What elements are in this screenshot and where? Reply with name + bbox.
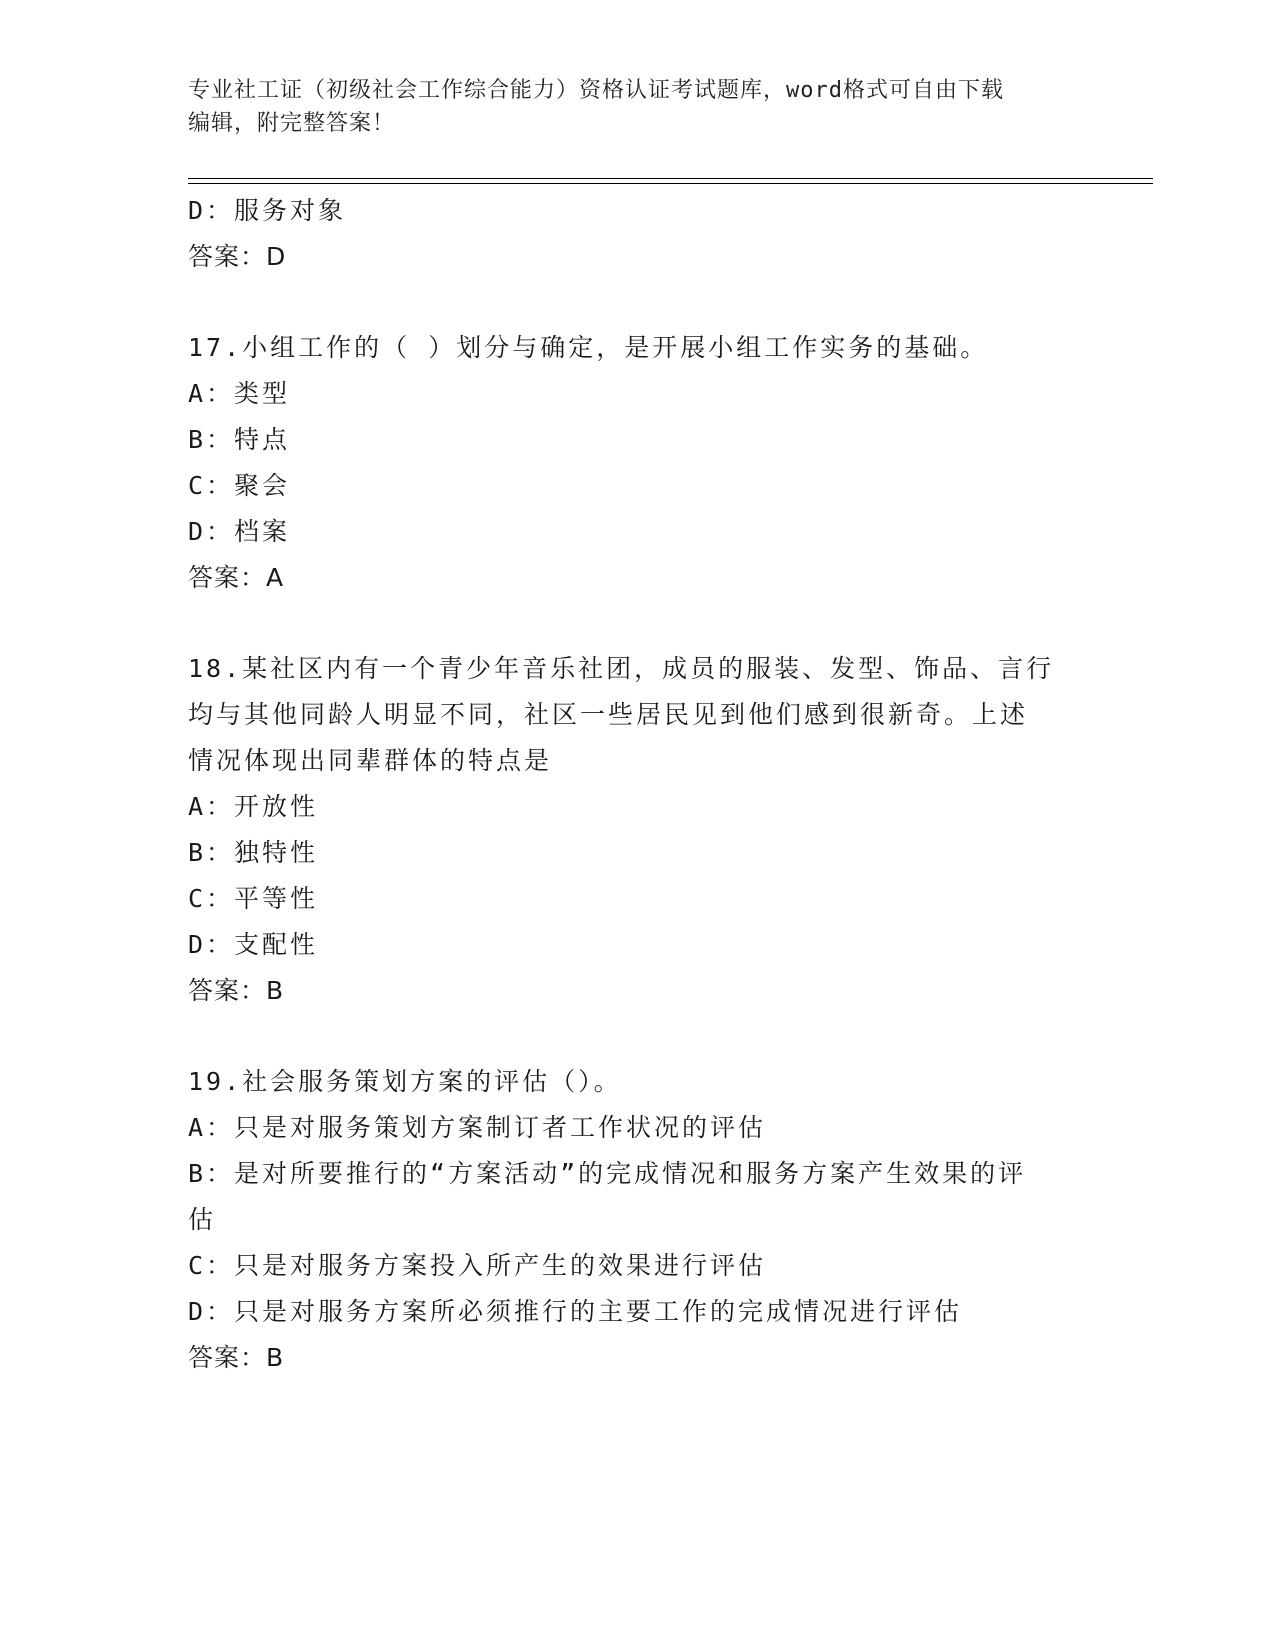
- option-b: B：独特性: [188, 838, 319, 867]
- option-d: D：只是对服务方案所必须推行的主要工作的完成情况进行评估: [188, 1297, 963, 1326]
- spacer: [188, 280, 1088, 325]
- option-b: B：是对所要推行的“方案活动”的完成情况和服务方案产生效果的评: [188, 1159, 1027, 1188]
- option-d: D：支配性: [188, 930, 319, 959]
- option-a: A：开放性: [188, 792, 319, 821]
- option-c: C：平等性: [188, 884, 319, 913]
- question-stem: 19.社会服务策划方案的评估（）。: [188, 1067, 622, 1096]
- header-divider: [188, 178, 1153, 184]
- option-b-continued: 估: [188, 1205, 217, 1234]
- question-18: [188, 646, 1088, 1014]
- document-body: [188, 188, 1088, 1381]
- option-b: B：特点: [188, 425, 291, 454]
- document-header: [188, 74, 1088, 140]
- option-a: A：类型: [188, 379, 291, 408]
- option-c: C：聚会: [188, 471, 291, 500]
- question-17: [188, 325, 1088, 601]
- question-stem-line-3: 情况体现出同辈群体的特点是: [188, 746, 553, 775]
- option-d: D：服务对象: [188, 196, 347, 225]
- answer-line: 答案：D: [188, 242, 287, 271]
- answer-line: 答案：B: [188, 1343, 285, 1372]
- question-stem: 17.小组工作的（ ）划分与确定，是开展小组工作实务的基础。: [188, 333, 989, 362]
- spacer: [188, 601, 1088, 646]
- option-c: C：只是对服务方案投入所产生的效果进行评估: [188, 1251, 767, 1280]
- question-stem-line-1: 18.某社区内有一个青少年音乐社团，成员的服装、发型、饰品、言行: [188, 654, 1055, 683]
- option-a: A：只是对服务策划方案制订者工作状况的评估: [188, 1113, 767, 1142]
- question-19: [188, 1059, 1088, 1381]
- previous-question-tail: [188, 188, 1088, 280]
- option-d: D：档案: [188, 517, 291, 546]
- header-line-2: 编辑，附完整答案！: [188, 111, 396, 136]
- answer-line: 答案：B: [188, 976, 285, 1005]
- header-line-1: 专业社工证（初级社会工作综合能力）资格认证考试题库，word格式可自由下载: [188, 78, 1004, 103]
- question-stem-line-2: 均与其他同龄人明显不同，社区一些居民见到他们感到很新奇。上述: [188, 700, 1029, 729]
- spacer: [188, 1014, 1088, 1059]
- answer-line: 答案：A: [188, 563, 285, 592]
